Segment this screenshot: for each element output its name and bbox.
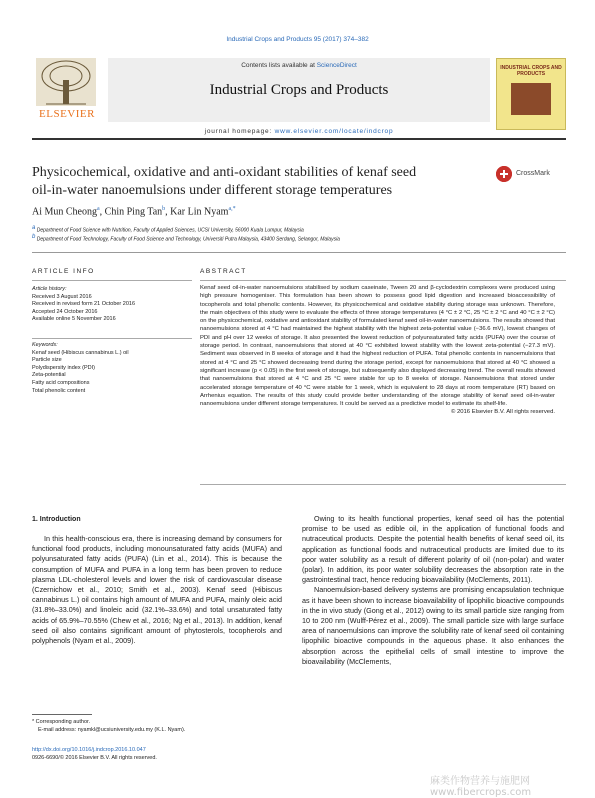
keyword-item: Kenaf seed (Hibiscus cannabinus L.) oil [32,349,129,356]
abstract-heading: ABSTRACT [200,268,247,275]
crossmark-badge[interactable] [496,166,556,186]
divider [32,280,192,281]
author-name[interactable]: Chin Ping Tan [104,206,163,218]
divider [32,338,192,339]
corresponding-author-footnote [32,718,185,734]
affiliation-b [32,234,340,243]
abstract-copyright: © 2016 Elsevier B.V. All rights reserved. [451,409,555,416]
author-list: Ai Mun Cheong$^a$, Chin Ping Tan$^b$, Kar Lin Nyam$^{a,*}$ [32,206,236,218]
contents-line [108,62,490,69]
abstract-body [200,284,555,417]
keyword-item: Polydispersity index (PDI) [32,364,95,371]
intro-paragraph: Owing to its health functional properties, kenaf seed oil has the potential promise to be used as edible oil, in the application of functional foods and nutraceutical products. Despite the potential health benefits of kenaf seed oil, its application as functional foods and nutraceutical products are limited due to its poor water solubility as a result of different polarity of oil (non-polar) and water (polar). In addition, its poor water solubility decreases the absorption rate in the gastrointestinal tract, hence reducing bioavailability (McClements, 2011). [302,514,564,585]
journal-title: Industrial Crops and Products [209,82,389,98]
contents-prefix: Contents lists available at [241,62,317,69]
divider [200,280,566,281]
journal-banner [32,58,566,134]
introduction-heading: 1. Introduction [32,516,81,523]
history-item: Available online 5 November 2016 [32,316,116,323]
crossmark-label: CrossMark [516,170,550,177]
intro-paragraph: In this health-conscious era, there is increasing demand by consumers for functional food products, including monounsaturated fatty acids (MUFA) and polyunsaturated fatty acids (PUFA) (Lin et al., 2014). This is because the consumption of MUFA and PUFA in a long term has been proven to reduce plasma LDL-cholesterol levels and lower the risk of cardiovascular disease (Czernichow et al., 2010; Smith et al., 2003). Kenaf seed (Hibiscus cannabinus L.) oil contains high amount of MUFA and PUFA, mainly oleic acid (31.8%–33.0%) and linoleic acid (32.1%–33.6%) and total unsaturated fatty acids of 65.9%–70.55% (Chew et al., 2016; Ng et al., 2013). In addition, kenaf seed oil also contains significant amount of phytosterols, tocopherols and polyphenols (Nyam et al., 2009). [32,534,282,646]
affil-sup: b [32,234,36,240]
keyword-item: Fatty acid compositions [32,379,90,386]
intro-column-left [32,534,282,646]
journal-citation[interactable]: Industrial Crops and Products 95 (2017) 374–382 [226,36,369,43]
author-affil-sup[interactable]: a,* [228,206,236,212]
affil-text: Department of Food Science with Nutrition, Faculty of Applied Sciences, UCSI University, 56000 Kuala Lumpur, Malaysia [36,227,304,234]
divider [32,252,566,253]
keywords-label: Keywords: [32,342,58,348]
author-name[interactable]: Ai Mun Cheong [32,206,97,218]
title-line-2: oil-in-water nanoemulsions under different storage temperatures [32,183,393,198]
article-history [32,286,192,324]
footnote-rule [32,714,92,715]
article-info-heading: ARTICLE INFO [32,268,95,275]
homepage-prefix: journal homepage: [204,128,275,135]
history-label: Article history: [32,286,67,292]
history-item: Received 3 August 2016 [32,293,92,300]
site-watermark: 麻类作物营养与施肥网 www.fibercrops.com [430,776,532,798]
cover-title: INDUSTRIAL CROPS AND PRODUCTS [500,65,562,77]
author-name[interactable]: Kar Lin Nyam [170,206,229,218]
paper-title [32,164,482,200]
history-item: Received in revised form 21 October 2016 [32,301,136,308]
publisher-name: ELSEVIER [39,108,95,120]
keyword-item: Zeta-potential [32,372,66,379]
history-item: Accepted 24 October 2016 [32,308,98,315]
keywords [32,342,192,395]
crossmark-icon [496,166,512,182]
keyword-item: Particle size [32,357,62,364]
affiliation-a [32,225,304,234]
elsevier-tree-icon [36,58,96,106]
header-rule [32,138,566,140]
title-line-1: Physicochemical, oxidative and anti-oxidant stabilities of kenaf seed [32,165,417,180]
keyword-item: Total phenolic content [32,387,86,394]
cover-photo [511,83,551,115]
journal-cover-image [496,58,566,130]
abstract-text: Kenaf seed oil-in-water nanoemulsions stabilised by sodium caseinate, Tween 20 and β-cyclodextrin complexes were produced using high pressure homogeniser. This formulation has been shown to possess good lipid digestion and increased bioaccessibility of tocopherols and total phenolic contents. However, its physicochemical and oxidative stability during storage was unknown. Therefore, the main objectives of this study were to evaluate the effects of three storage temperatures (4 °C ± 2 °C, 25 °C ± 2 °C and 40 °C ± 2 °C) on the physicochemical, oxidative and antioxidant stability of formulated kenaf seed oil-in-water nanoemulsions. The results showed that nanoemulsions stored at 4 °C had maintained the highest stability with the highest zeta-potential value (−36.6 mV), lowest changes of PDI and pH over 12 weeks of storage. It also presented the lowest reduction of polyunsaturated fatty acids (PUFA) over the course of storage period. In contrast, nanoemulsions that stored at 40 °C exhibited lowest stability with the lowest zeta-potential (−27.3 mV). Sediment was observed in 8 weeks of storage and it had the highest reduction of PUFA. Total phenolic contents in nanoemulsions that stored at 4 °C and 25 °C showed decreasing trend during the storage period, except for nanoemulsions that stored at 40 °C showed a significant increase (p < 0.05) in the first week of storage, but subsequently also displayed decreasing trend. The overall results showed that nanoemulsions that stored at 4 °C and 25 °C were stable for up to 8 weeks of storage. Nanoemulsions that stored under accelerated storage temperature of 40 °C were stable for 1 week, which is equivalent to 28 days at room temperature (RT) based on Arrhenius equation. The results of this study could provide better understanding of the storage stability of kenaf seed oil-in-water nanoemulsions under different storage temperatures. It could be served as a predictive model to estimate its shelf-life. [200,285,555,408]
footnote-email[interactable]: E-mail address: nyamkl@ucsiuniversity.edu.my (K.L. Nyam). [38,727,186,733]
affil-sup: a [32,225,36,231]
author-affil-sup[interactable]: a [97,206,100,212]
homepage-link[interactable]: www.elsevier.com/locate/indcrop [274,128,394,135]
doi-block [32,746,157,762]
intro-column-right [302,514,564,667]
journal-header-box [108,58,490,122]
doi-link[interactable]: http://dx.doi.org/10.1016/j.indcrop.2016.10.047 [32,747,146,753]
divider [200,484,566,485]
footnote-line: * Corresponding author. [32,719,91,725]
affil-text: Department of Food Technology, Faculty of Food Science and Technology, Universiti Putra Malaysia, 43400 Serdang, Selangor, Malaysia [36,236,340,243]
intro-paragraph: Nanoemulsion-based delivery systems are promising encapsulation technique as it have been shown to increase bioavailability of lipophilic bioactive compounds in the in vivo study (Gong et al., 2012) owing to its small particle size ranging from 10 to 200 nm (Wulff-Pérez et al., 2009). The small particle size with large surface area of nanoemulsions can improve the solubility rate of kenaf seed oil containing lipophilic bioactive compounds in the aqueous phase. It also enhances the absorption across the epithelial cells of small intestine to improve the bioavailability (McClements, [302,585,564,666]
journal-homepage-line [108,128,490,135]
sciencedirect-link[interactable]: ScienceDirect [316,62,357,69]
elsevier-logo[interactable] [32,58,102,122]
issn-line: 0926-6690/© 2016 Elsevier B.V. All rights reserved. [32,755,157,761]
author-affil-sup[interactable]: b [162,206,166,212]
